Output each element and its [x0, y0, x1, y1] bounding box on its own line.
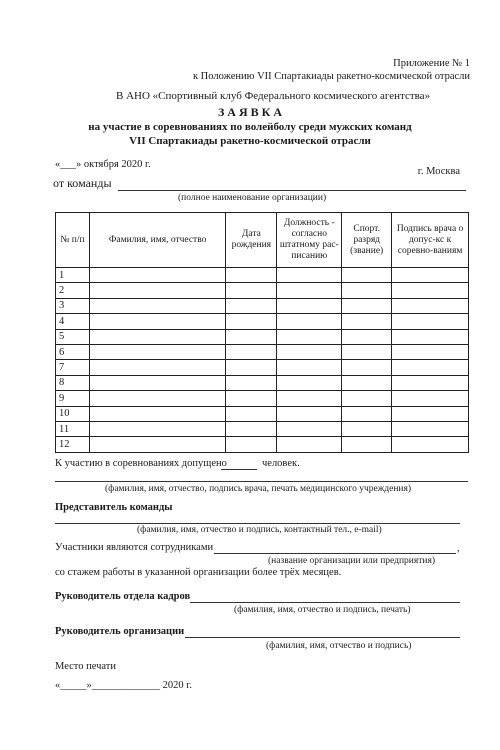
table-row — [56, 421, 469, 436]
table-cell[interactable] — [89, 421, 225, 436]
table-cell[interactable] — [226, 283, 277, 298]
table-cell[interactable] — [342, 360, 392, 375]
row-number: 4 — [56, 314, 90, 329]
hr-head-field[interactable] — [190, 602, 460, 603]
employees-comma: , — [457, 543, 460, 554]
row-number: 9 — [56, 391, 90, 406]
appendix-number: Приложение № 1 — [393, 58, 470, 69]
table-cell[interactable] — [392, 437, 469, 452]
table-cell[interactable] — [89, 268, 225, 283]
column-header-position: Должность - согласно штатному рас-писанию — [277, 213, 342, 268]
table-row — [56, 283, 469, 298]
table-cell[interactable] — [277, 329, 342, 344]
table-cell[interactable] — [392, 298, 469, 313]
table-cell[interactable] — [226, 298, 277, 313]
table-cell[interactable] — [277, 391, 342, 406]
row-number: 12 — [56, 437, 90, 452]
admission-prefix: К участию в соревнованиях допущено — [55, 458, 227, 469]
regulation-reference: к Положению VII Спартакиады ракетно-космической отрасли — [192, 71, 470, 82]
table-cell[interactable] — [342, 375, 392, 390]
table-cell[interactable] — [89, 298, 225, 313]
table-cell[interactable] — [89, 314, 225, 329]
table-cell[interactable] — [392, 268, 469, 283]
representative-field[interactable] — [55, 523, 460, 524]
table-cell[interactable] — [342, 329, 392, 344]
admitted-count-field[interactable] — [221, 469, 257, 470]
table-cell[interactable] — [392, 421, 469, 436]
representative-label: Представитель команды — [55, 502, 173, 513]
row-number: 6 — [56, 344, 90, 359]
table-cell[interactable] — [277, 421, 342, 436]
team-caption: (полное наименование организации) — [178, 193, 327, 203]
table-cell[interactable] — [277, 298, 342, 313]
table-cell[interactable] — [392, 375, 469, 390]
row-number: 8 — [56, 375, 90, 390]
table-cell[interactable] — [277, 314, 342, 329]
table-cell[interactable] — [89, 360, 225, 375]
title-line-1: на участие в соревнованиях по волейболу среди мужских команд — [88, 121, 412, 133]
table-cell[interactable] — [226, 375, 277, 390]
row-number: 10 — [56, 406, 90, 421]
table-cell[interactable] — [277, 375, 342, 390]
table-cell[interactable] — [277, 360, 342, 375]
doctor-signature-field[interactable] — [55, 481, 468, 482]
table-cell[interactable] — [226, 360, 277, 375]
row-number: 7 — [56, 360, 90, 375]
table-cell[interactable] — [342, 268, 392, 283]
row-number: 5 — [56, 329, 90, 344]
table-cell[interactable] — [342, 283, 392, 298]
table-cell[interactable] — [277, 437, 342, 452]
table-cell[interactable] — [342, 437, 392, 452]
table-row — [56, 268, 469, 283]
employees-prefix: Участники являются сотрудниками — [55, 542, 214, 553]
table-cell[interactable] — [226, 329, 277, 344]
title-line-2: VII Спартакиады ракетно-космической отрасли — [129, 135, 371, 147]
row-number: 2 — [56, 283, 90, 298]
table-cell[interactable] — [226, 406, 277, 421]
table-cell[interactable] — [226, 268, 277, 283]
table-cell[interactable] — [392, 283, 469, 298]
table-cell[interactable] — [392, 314, 469, 329]
table-row — [56, 329, 469, 344]
column-header-birthdate: Дата рождения — [226, 213, 277, 268]
table-row — [56, 298, 469, 313]
representative-caption: (фамилия, имя, отчество и подпись, контактный тел., e-mail) — [137, 525, 382, 535]
hr-head-caption: (фамилия, имя, отчество и подпись, печать) — [234, 605, 411, 615]
table-cell[interactable] — [277, 283, 342, 298]
org-head-field[interactable] — [185, 637, 460, 638]
table-cell[interactable] — [226, 421, 277, 436]
column-header-rank: Спорт. разряд (звание) — [342, 213, 392, 268]
table-cell[interactable] — [277, 268, 342, 283]
document-title: З А Я В К А — [217, 105, 283, 119]
team-label: от команды — [53, 176, 112, 190]
table-cell[interactable] — [89, 329, 225, 344]
table-cell[interactable] — [89, 391, 225, 406]
table-cell[interactable] — [392, 329, 469, 344]
tenure-statement: со стажем работы в указанной организации более трёх месяцев. — [55, 567, 342, 578]
stamp-place: Место печати — [55, 661, 117, 672]
table-header-row — [56, 213, 469, 268]
table-cell[interactable] — [89, 406, 225, 421]
row-number: 3 — [56, 298, 90, 313]
column-header-number: № п/п — [56, 213, 90, 268]
table-cell[interactable] — [89, 283, 225, 298]
table-cell[interactable] — [226, 437, 277, 452]
table-cell[interactable] — [392, 391, 469, 406]
hr-head-label: Руководитель отдела кадров — [55, 591, 191, 602]
table-cell[interactable] — [342, 406, 392, 421]
table-cell[interactable] — [342, 344, 392, 359]
employer-field[interactable] — [214, 553, 456, 554]
row-number: 1 — [56, 268, 90, 283]
table-row — [56, 375, 469, 390]
table-cell[interactable] — [226, 314, 277, 329]
table-row — [56, 344, 469, 359]
column-header-name: Фамилия, имя, отчество — [89, 213, 225, 268]
org-head-caption: (фамилия, имя, отчество и подпись) — [266, 641, 412, 651]
table-cell[interactable] — [342, 314, 392, 329]
table-cell[interactable] — [277, 406, 342, 421]
table-row — [56, 360, 469, 375]
table-cell[interactable] — [226, 391, 277, 406]
city: г. Москва — [417, 166, 460, 177]
row-number: 11 — [56, 421, 90, 436]
team-name-field[interactable] — [118, 190, 466, 191]
table-row — [56, 391, 469, 406]
table-cell[interactable] — [89, 344, 225, 359]
signature-date: «_____»_____________ 2020 г. — [55, 680, 192, 691]
table-cell[interactable] — [89, 375, 225, 390]
admission-suffix: человек. — [262, 458, 300, 469]
column-header-doctor-signature: Подпись врача о допус-кс к соревно-ваниям — [392, 213, 469, 268]
table-cell[interactable] — [342, 298, 392, 313]
table-cell[interactable] — [392, 406, 469, 421]
table-cell[interactable] — [392, 344, 469, 359]
table-cell[interactable] — [392, 360, 469, 375]
table-cell[interactable] — [342, 421, 392, 436]
table-cell[interactable] — [226, 344, 277, 359]
table-row — [56, 406, 469, 421]
table-row — [56, 437, 469, 452]
roster-table — [55, 212, 469, 453]
table-row — [56, 314, 469, 329]
addressee: В АНО «Спортивный клуб Федерального космического агентства» — [116, 90, 431, 102]
table-cell[interactable] — [342, 391, 392, 406]
admission-caption: (фамилия, имя, отчество, подпись врача, печать медицинского учреждения) — [105, 484, 412, 494]
org-head-label: Руководитель организации — [55, 626, 185, 637]
table-cell[interactable] — [89, 437, 225, 452]
table-cell[interactable] — [277, 344, 342, 359]
employer-caption: (название организации или предприятия) — [268, 556, 436, 566]
application-date: «___» октября 2020 г. — [55, 159, 151, 170]
